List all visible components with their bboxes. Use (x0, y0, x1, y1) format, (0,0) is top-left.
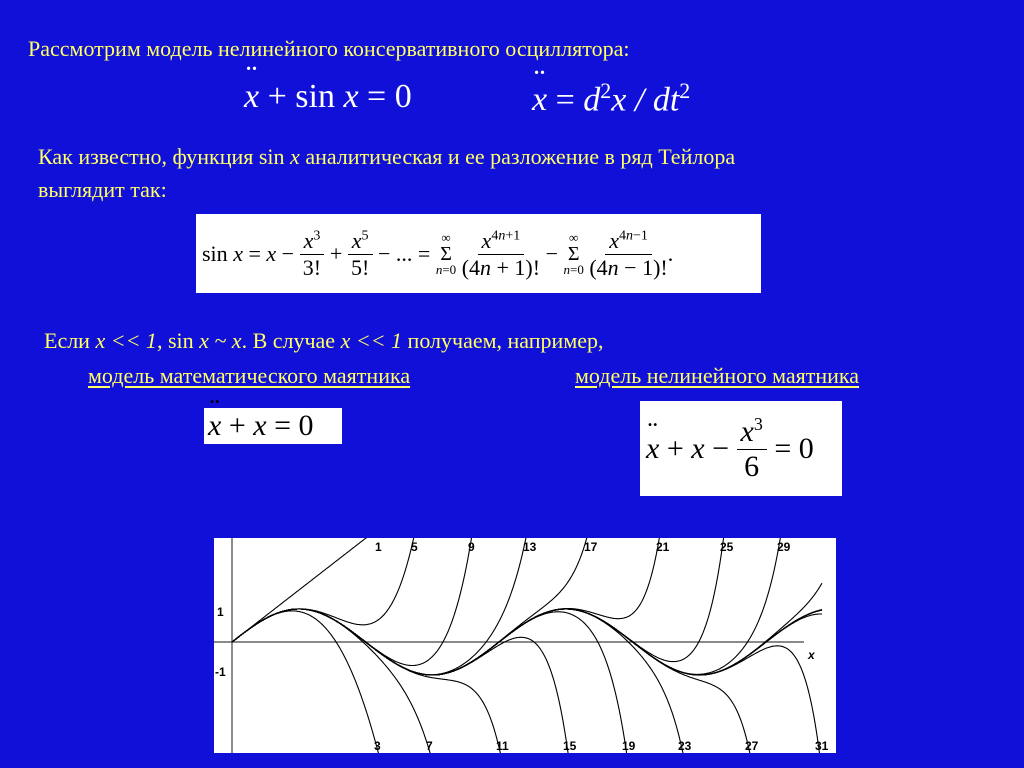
second-derivative-definition: ¨ $x = d^2x / dt^2$ (532, 78, 690, 119)
taylor-curve-order-23 (232, 609, 684, 753)
intro-text: Рассмотрим модель нелинейного консервативного осциллятора: (28, 36, 630, 61)
curve-label-11: 11 (496, 739, 509, 753)
x-ddot-symbol: ¨ x (244, 78, 259, 116)
taylor-curve-order-19 (232, 609, 628, 753)
curve-label-5: 5 (411, 540, 418, 554)
curve-label-25: 25 (720, 540, 734, 554)
taylor-curve-order-27 (232, 609, 751, 753)
curve-label-17: 17 (584, 540, 598, 554)
oscillator-equation: ¨ x + sin x = 0 (244, 78, 412, 116)
nonlinear-pendulum-equation: ¨ x + x − $\frac{x^3}{6}$ = 0 (640, 401, 842, 496)
curve-label-19: 19 (622, 739, 636, 753)
curve-label-27: 27 (745, 739, 759, 753)
taylor-series-formula: sin x = x − $\frac{x^3}{3!}$ + $\frac{x^5}{5!}$ − ... = ∞ Σ n=0 $\frac{x^{4n+1}}{(4n + 1)!}$ − ∞ Σ n=0 $\frac{x^{4n-1}}{(4n - 1)!}$ . (196, 214, 761, 293)
curve-label-15: 15 (563, 739, 577, 753)
curve-label-31: 31 (815, 739, 829, 753)
curve-label-1: 1 (375, 540, 382, 554)
curve-label-13: 13 (523, 540, 537, 554)
curve-label-3: 3 (374, 739, 381, 753)
curve-label-21: 21 (656, 540, 670, 554)
y-tick-minus-1: -1 (215, 665, 226, 679)
taylor-curve-order-9 (232, 538, 474, 666)
taylor-curve-order-33 (232, 583, 822, 675)
nonlinear-pendulum-label: модель нелинейного маятника (575, 363, 860, 388)
taylor-curve-order-17 (232, 538, 590, 675)
x-axis-label: x (808, 648, 815, 662)
approximation-text: Если x << 1, sin x ~ x. В случае x << 1 получаем, например, (44, 328, 604, 353)
taylor-curve-order-7 (232, 609, 432, 753)
taylor-curve-order-31 (232, 609, 821, 753)
math-pendulum-label: модель математического маятника (88, 363, 411, 388)
taylor-curve-order-29 (232, 538, 783, 675)
taylor-curve-order-25 (232, 538, 726, 675)
curve-label-7: 7 (426, 739, 433, 753)
taylor-description-continued: выглядит так: (38, 177, 167, 202)
curve-label-9: 9 (468, 540, 475, 554)
taylor-curve-order-11 (232, 609, 502, 753)
taylor-curve-order-1 (232, 538, 381, 642)
taylor-partial-sums-graph (214, 538, 836, 753)
curve-label-23: 23 (678, 739, 692, 753)
taylor-curve-order-21 (232, 538, 662, 675)
linear-pendulum-equation: ¨ x + x = 0 (204, 408, 342, 444)
y-tick-1: 1 (217, 605, 224, 619)
taylor-description: Как известно, функция sin x аналитическая и ее разложение в ряд Тейлора (38, 144, 736, 169)
curve-label-29: 29 (777, 540, 791, 554)
taylor-curve-order-3 (232, 611, 380, 753)
taylor-curve-order-15 (232, 609, 569, 753)
